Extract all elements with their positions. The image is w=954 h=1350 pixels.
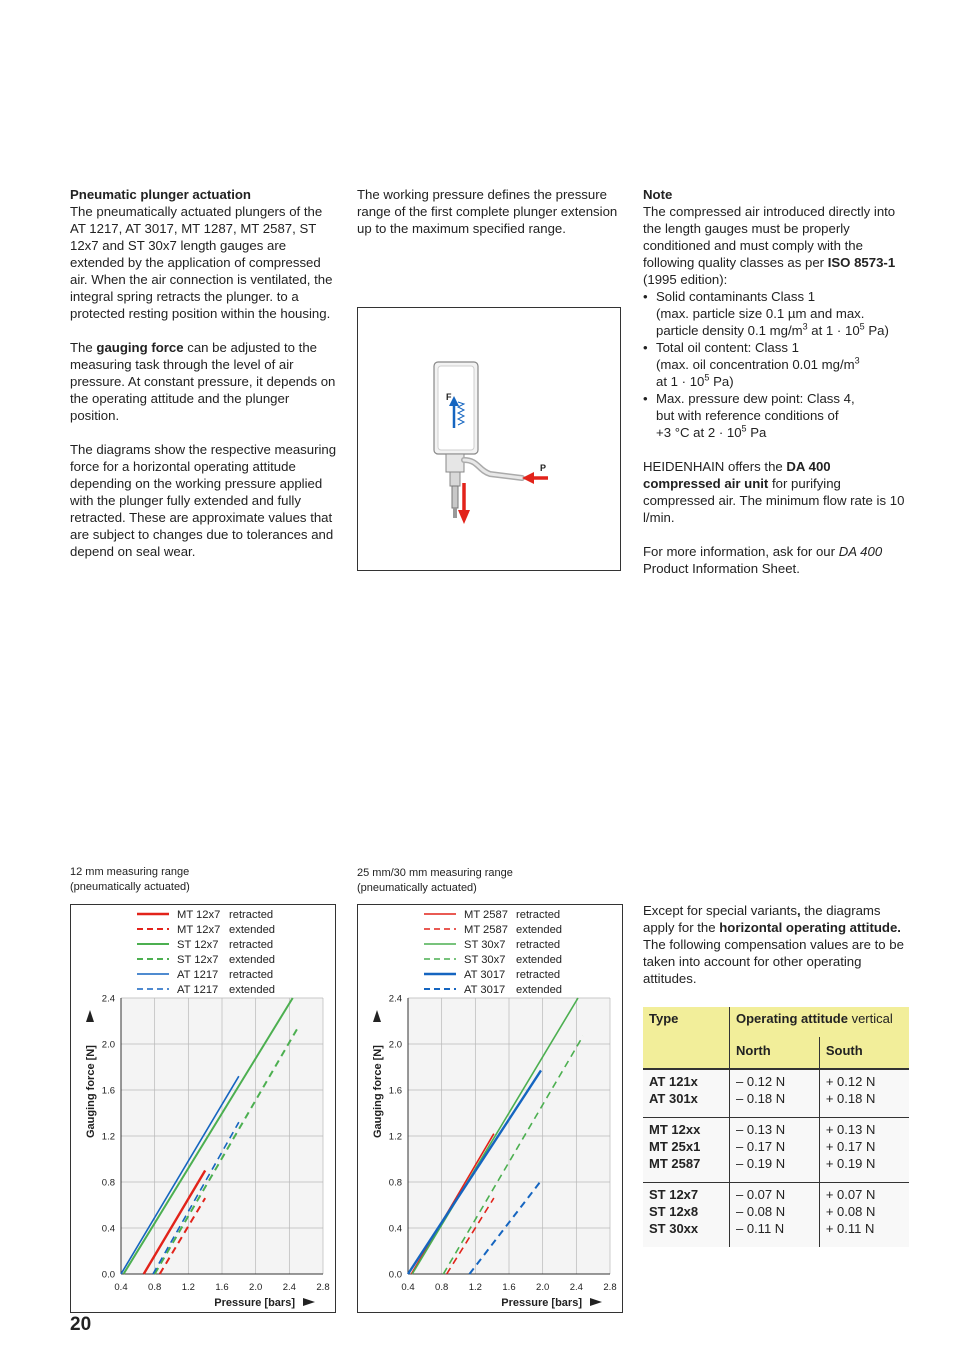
x-tick-label: 1.6 — [215, 1282, 229, 1293]
pressure-label: P — [540, 463, 547, 473]
compensation-intro: Except for special variants, the diagrams apply for the horizontal operating attitude. The following compensation values are to be taken into account for other operating attitudes. — [643, 903, 904, 986]
header-type: Type — [649, 1011, 679, 1026]
paragraph: HEIDENHAIN offers the DA 400 compressed air unit for purifying compressed air. The minimum flow rate is 10 l/min. — [643, 459, 905, 525]
x-tick-label: 2.8 — [316, 1282, 330, 1293]
column-pneumatic-actuation — [70, 186, 338, 560]
type-cell: MT 12xx MT 25x1 MT 2587 — [643, 1118, 730, 1183]
y-axis-arrow-icon — [86, 1010, 94, 1022]
table-header-row — [643, 1007, 909, 1037]
list-item: • Solid contaminants Class 1 (max. particle size 0.1 µm and max. particle density 0.1 $mg/m^3$ at $1 \cdot 10^5$ Pa) — [643, 289, 889, 338]
legend-state: extended — [516, 984, 563, 996]
paragraph: The gauging force can be adjusted to the measuring task through the level of air pressure. At constant pressure, it depends on the operating attitude and the plunger position. — [70, 340, 336, 423]
chart-12mm — [70, 904, 336, 1313]
table-row — [643, 1069, 909, 1118]
legend-state: extended — [229, 984, 276, 996]
header-south: South — [825, 1043, 863, 1058]
value-cell: + 0.07 N + 0.08 N + 0.11 N — [819, 1183, 909, 1248]
legend-label: ST 12x7 — [177, 954, 219, 966]
legend-label: ST 30x7 — [464, 939, 506, 951]
x-axis-arrow-icon — [590, 1298, 602, 1306]
value-cell: + 0.12 N + 0.18 N — [819, 1069, 909, 1118]
type-cell: ST 12x7 ST 12x8 ST 30xx — [643, 1183, 730, 1248]
paragraph: The compressed air introduced directly into the length gauges must be properly conditioned and must comply with the following quality classes as per ISO 8573-1 (1995 edition): — [643, 204, 896, 287]
list-item: • Total oil content: Class 1 (max. oil concentration 0.01 $mg/m^3$ at $1 \cdot 10^5$ Pa) — [643, 340, 860, 389]
x-tick-label: 0.4 — [114, 1282, 128, 1293]
value-cell: – 0.13 N – 0.17 N – 0.19 N — [730, 1118, 820, 1183]
legend-state: extended — [516, 954, 563, 966]
y-tick-label: 1.2 — [101, 1131, 115, 1143]
x-tick-label: 0.8 — [148, 1282, 162, 1293]
x-tick-label: 2.4 — [569, 1282, 583, 1293]
x-tick-label: 2.4 — [282, 1282, 296, 1293]
header-north: North — [736, 1043, 771, 1058]
list-item: • Max. pressure dew point: Class 4, but with reference conditions of +3 °C at $2 \cdot 10^5$ Pa — [643, 391, 855, 440]
x-tick-label: 1.2 — [181, 1282, 195, 1293]
legend-state: retracted — [516, 939, 561, 951]
paragraph: The pneumatically actuated plungers of the AT 1217, AT 3017, MT 1287, MT 2587, ST 12x7 and ST 30x7 length gauges are extended by the application of compressed air. When the air connection is ventilated, the integral spring retracts the plunger. to a protected resting position within the housing. — [70, 204, 333, 321]
y-tick-label: 0.4 — [388, 1223, 402, 1235]
y-tick-label: 0.0 — [388, 1269, 402, 1281]
legend-label: ST 30x7 — [464, 954, 506, 966]
legend-state: retracted — [516, 969, 561, 981]
value-cell: – 0.12 N – 0.18 N — [730, 1069, 820, 1118]
paragraph: The diagrams show the respective measuring force for a horizontal operating attitude depending on the working pressure applied with the plunger fully extended and fully retracted. These are approximate values that are subject to changes due to tolerances and depend on seal wear. — [70, 442, 337, 559]
legend-state: extended — [516, 924, 563, 936]
y-tick-label: 0.0 — [101, 1269, 115, 1281]
x-axis-arrow-icon — [303, 1298, 315, 1306]
y-axis-label: Gauging force [N] — [85, 1045, 97, 1138]
plunger-illustration — [357, 307, 621, 571]
value-cell: + 0.13 N + 0.17 N + 0.19 N — [819, 1118, 909, 1183]
y-axis-label: Gauging force [N] — [372, 1045, 384, 1138]
legend-label: AT 3017 — [464, 984, 506, 996]
chart-25mm — [357, 904, 623, 1313]
legend-state: retracted — [229, 969, 274, 981]
legend-label: MT 2587 — [464, 909, 508, 921]
header-attitude: Operating attitude vertical — [730, 1007, 910, 1037]
y-tick-label: 1.2 — [388, 1131, 402, 1143]
y-tick-label: 2.0 — [388, 1039, 402, 1051]
page-number: 20 — [70, 1314, 92, 1335]
paragraph: For more information, ask for our DA 400 Product Information Sheet. — [643, 544, 883, 576]
y-tick-label: 2.4 — [388, 993, 402, 1005]
x-tick-label: 2.0 — [536, 1282, 550, 1293]
legend-label: MT 2587 — [464, 924, 508, 936]
x-tick-label: 1.2 — [468, 1282, 482, 1293]
x-axis-label: Pressure [bars] — [214, 1297, 295, 1309]
column-working-pressure — [357, 186, 623, 237]
legend-label: AT 3017 — [464, 969, 506, 981]
legend-label: AT 1217 — [177, 984, 219, 996]
legend-label: ST 12x7 — [177, 939, 219, 951]
table-row — [643, 1118, 909, 1183]
legend-state: extended — [229, 954, 276, 966]
y-tick-label: 0.4 — [101, 1223, 115, 1235]
chart-caption-12mm: 12 mm measuring range (pneumatically actuated) — [70, 866, 190, 893]
x-tick-label: 1.6 — [502, 1282, 516, 1293]
y-tick-label: 1.6 — [101, 1085, 115, 1097]
y-tick-label: 2.0 — [101, 1039, 115, 1051]
y-tick-label: 0.8 — [101, 1177, 115, 1189]
legend-label: MT 12x7 — [177, 924, 221, 936]
y-tick-label: 2.4 — [101, 993, 115, 1005]
type-cell: AT 121x AT 301x — [643, 1069, 730, 1118]
x-tick-label: 0.8 — [435, 1282, 449, 1293]
x-tick-label: 2.0 — [249, 1282, 263, 1293]
column-note — [643, 186, 911, 577]
force-label: F — [446, 392, 452, 402]
y-tick-label: 0.8 — [388, 1177, 402, 1189]
x-tick-label: 2.8 — [603, 1282, 617, 1293]
compensation-table — [643, 1007, 909, 1247]
x-tick-label: 0.4 — [401, 1282, 415, 1293]
legend-state: retracted — [516, 909, 561, 921]
legend-label: MT 12x7 — [177, 909, 221, 921]
legend-label: AT 1217 — [177, 969, 219, 981]
x-axis-label: Pressure [bars] — [501, 1297, 582, 1309]
legend-state: retracted — [229, 939, 274, 951]
legend-state: extended — [229, 924, 276, 936]
paragraph: The working pressure defines the pressure range of the first complete plunger extension up to the maximum specified range. — [357, 187, 618, 236]
section-heading: Pneumatic plunger actuation — [70, 187, 251, 202]
chart-caption-25mm: 25 mm/30 mm measuring range (pneumatically actuated) — [357, 867, 513, 894]
y-tick-label: 1.6 — [388, 1085, 402, 1097]
legend-state: retracted — [229, 909, 274, 921]
value-cell: – 0.07 N – 0.08 N – 0.11 N — [730, 1183, 820, 1248]
table-row — [643, 1183, 909, 1248]
y-axis-arrow-icon — [373, 1010, 381, 1022]
section-heading: Note — [643, 187, 673, 202]
